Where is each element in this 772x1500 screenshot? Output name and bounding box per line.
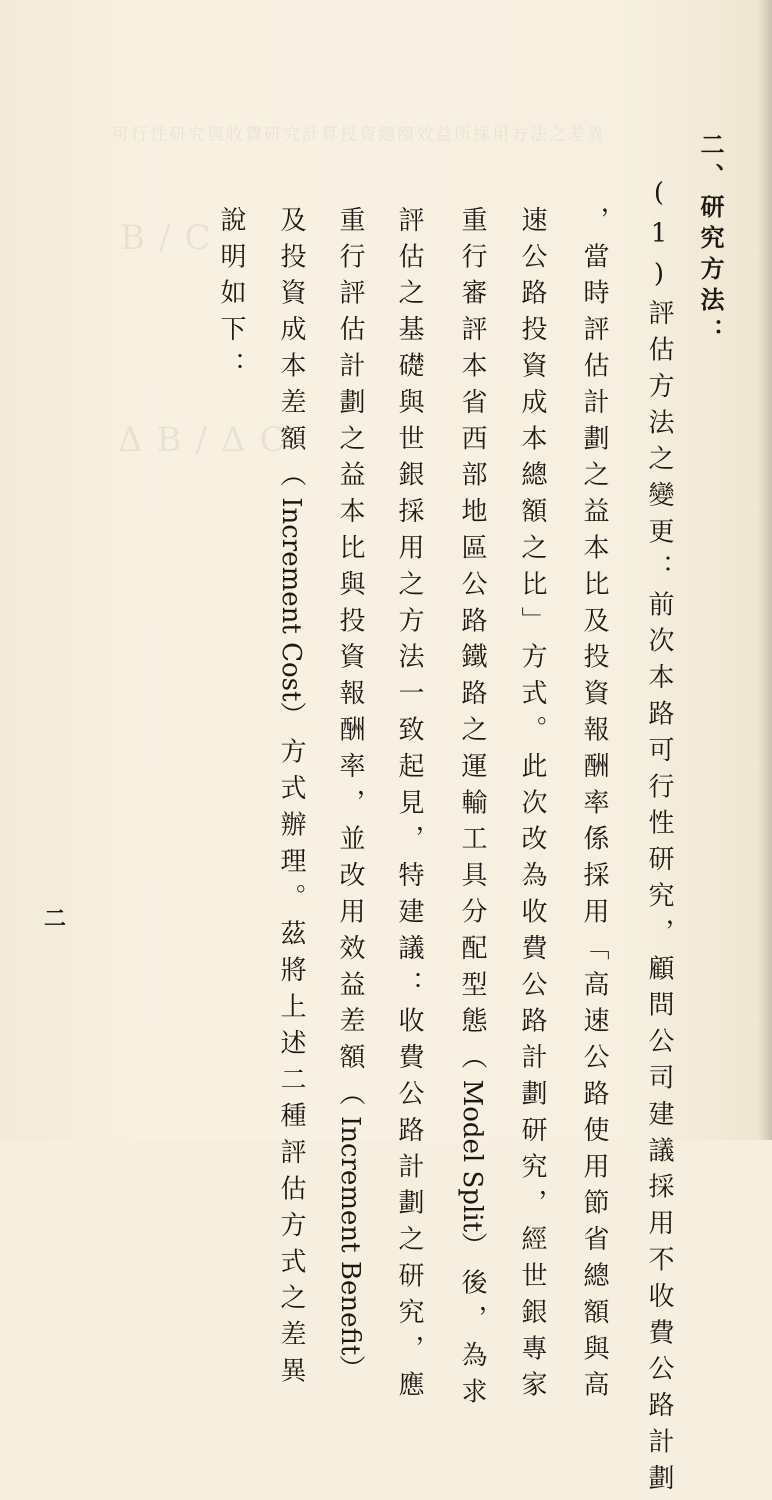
- text-column-8: [218, 206, 244, 388]
- text-segment: 及投資成本差額（: [276, 206, 306, 498]
- text-segment: 說明如下：: [216, 206, 246, 388]
- latin-term: Increment Benefit: [335, 1116, 365, 1356]
- text-segment: 評估之基礎與世銀採用之方法一致起見，特建議：收費公路計劃之研究，應: [394, 206, 424, 1408]
- text-column-3: [519, 206, 545, 1407]
- text-segment: 速公路投資成本總額之比」方式。此次改為收費公路計劃研究，經世銀專家: [517, 206, 547, 1408]
- text-segment: ，當時評估計劃之益本比及投資報酬率係採用「高速公路使用節省總額與高: [579, 206, 609, 1408]
- latin-term: Model Split: [457, 1079, 487, 1233]
- show-through-fraction-2: ΔB/ΔC: [118, 420, 300, 460]
- page-number: 二: [44, 906, 67, 932]
- page-edge-shadow: [758, 0, 772, 1140]
- text-column-1: [646, 178, 672, 1500]
- text-segment: ）方式辦理。茲將上述二種評估方式之差異: [276, 701, 306, 1394]
- text-column-6: [337, 206, 363, 1392]
- section-heading: 二、研究方法：: [696, 132, 725, 349]
- text-column-5: [396, 206, 422, 1407]
- text-segment: ）後，為求: [457, 1232, 487, 1415]
- text-column-2: [581, 206, 607, 1407]
- text-column-7: [278, 206, 304, 1393]
- text-segment: 重行審評本省西部地區公路鐵路之運輸工具分配型態（: [457, 206, 487, 1080]
- text-segment: ）: [335, 1355, 365, 1392]
- show-through-text: 可行性研究與收費研究計算投資總額效益所採用方法之差異: [112, 125, 606, 145]
- text-segment: 重行評估計劃之益本比與投資報酬率，並改用效益差額（: [335, 206, 365, 1116]
- latin-term: Increment Cost: [276, 497, 306, 702]
- text-column-4: [459, 206, 485, 1414]
- show-through-fraction: B/C: [120, 218, 225, 258]
- text-segment: (1)評估方法之變更：前次本路可行性研究，顧問公司建議採用不收費公路計劃: [644, 178, 674, 1500]
